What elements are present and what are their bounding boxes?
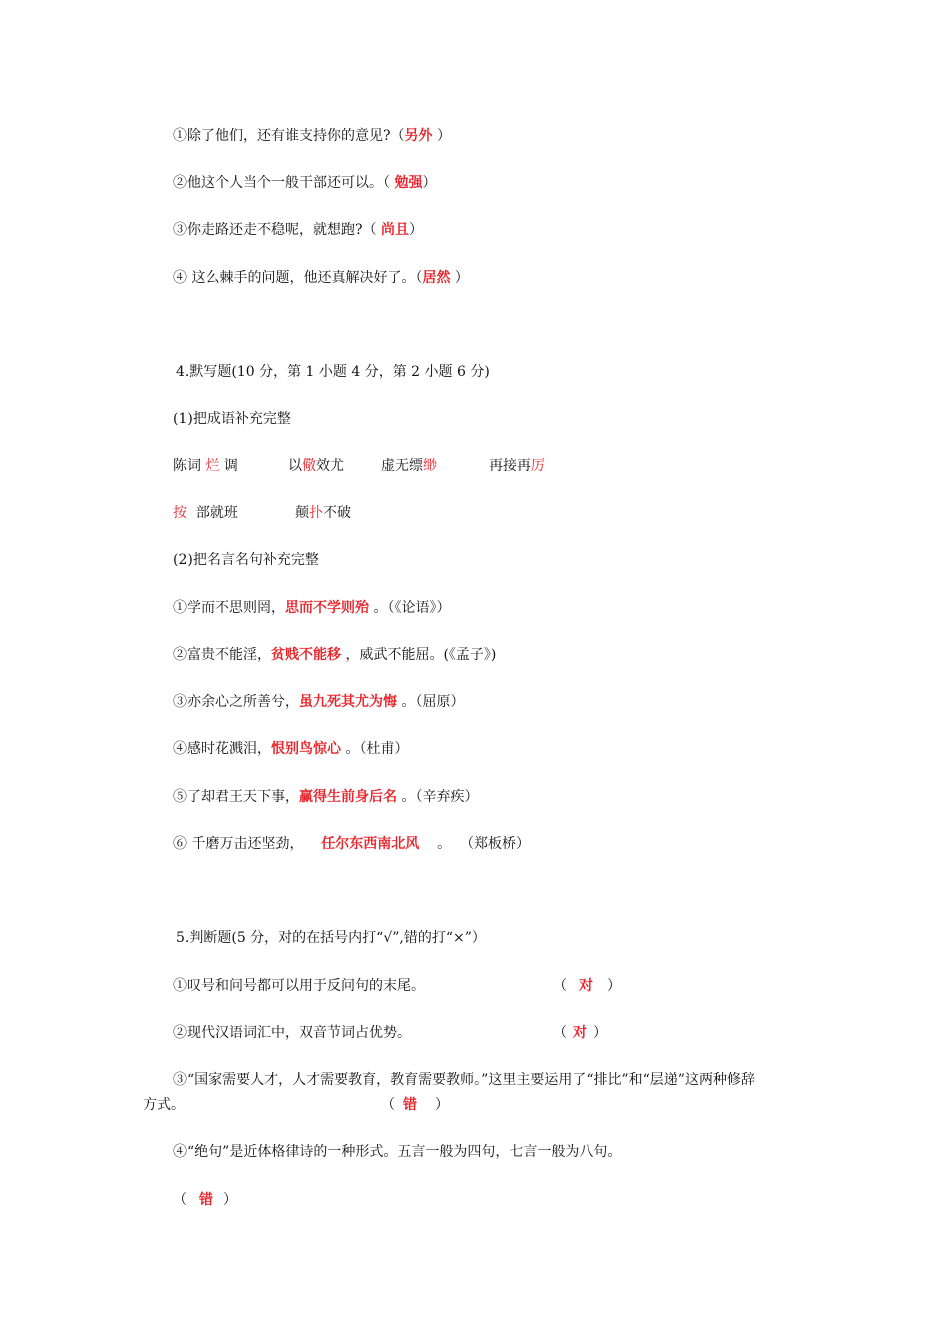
quote-source: 。（《论语》）	[369, 600, 451, 616]
quote-3	[173, 692, 464, 712]
quote-text: ⑤了却君王天下事，	[173, 789, 299, 805]
bracket-close: ）	[435, 1097, 449, 1113]
fill-item-1	[173, 126, 451, 146]
quote-source: 。（杜甫）	[341, 741, 409, 757]
idiom-4	[489, 456, 545, 476]
idiom-2	[288, 456, 344, 476]
idiom-fill: 按	[173, 505, 187, 521]
idiom-fill: 扑	[309, 505, 323, 521]
judge-q3-text-line2: 方式。	[143, 1097, 185, 1113]
quote-2	[173, 645, 496, 665]
idiom-6	[295, 503, 351, 523]
idiom-text: 效尤	[316, 458, 344, 474]
idiom-1	[173, 456, 238, 476]
judge-q2-text: ②现代汉语词汇中，双音节词占优势。	[173, 1025, 411, 1041]
quote-answer: 贫贱不能移	[271, 647, 341, 663]
part-1-title: (1)把成语补充完整	[173, 411, 291, 427]
quote-text: ⑥ 千磨万击还坚劲，	[173, 836, 322, 852]
judge-answer: 对	[573, 1025, 587, 1041]
bracket-close: ）	[607, 978, 621, 994]
idiom-fill: 儆	[302, 458, 316, 474]
idiom-text: 调	[219, 458, 238, 474]
bracket-close: ）	[223, 1192, 237, 1208]
idiom-fill: 厉	[531, 458, 545, 474]
quote-answer: 思而不学则殆	[285, 600, 369, 616]
quote-source: 。（辛弃疾）	[397, 789, 479, 805]
quote-answer: 任尔东西南北风	[321, 836, 420, 852]
quote-text: ④感时花溅泪，	[173, 741, 271, 757]
quote-4	[173, 739, 408, 759]
idiom-text: 再接再	[489, 458, 531, 474]
quote-answer: 赢得生前身后名	[299, 789, 397, 805]
answer: 居然	[422, 270, 451, 286]
idiom-text: 陈词	[173, 458, 206, 474]
section-5-title: 5.判断题(5 分，对的在括号内打“√”,错的打“×”）	[176, 930, 486, 946]
answer: 勉强	[394, 175, 423, 191]
quote-answer: 恨别鸟惊心	[271, 741, 341, 757]
judge-answer: 错	[199, 1192, 213, 1208]
bracket: ）	[408, 222, 423, 238]
judge-q2-bracket	[553, 1023, 607, 1043]
answer: 另外	[404, 128, 433, 144]
judge-q1-text: ①叹号和问号都可以用于反问句的末尾。	[173, 978, 425, 994]
bracket: ）	[422, 175, 437, 191]
judge-q4-text: ④“绝句”是近体格律诗的一种形式。五言一般为四句，七言一般为八句。	[173, 1144, 622, 1160]
quote-source: ，威武不能屈。(《孟子》)	[341, 647, 497, 663]
idiom-5	[173, 503, 238, 523]
quote-source: 。（屈原）	[397, 694, 465, 710]
quote-6	[173, 834, 530, 854]
fill-item-3	[173, 220, 423, 240]
judge-q1-bracket	[553, 976, 621, 996]
idiom-text: 颠	[295, 505, 309, 521]
judge-answer: 对	[579, 978, 593, 994]
judge-q3-text-line1: ③“国家需要人才，人才需要教育，教育需要教师。”这里主要运用了“排比”和“层递”这两种修辞	[173, 1072, 755, 1088]
idiom-text: 部就班	[187, 505, 238, 521]
part-2-title: (2)把名言名句补充完整	[173, 552, 319, 568]
bracket: ）	[450, 270, 469, 286]
judge-q4-bracket	[173, 1190, 237, 1210]
quote-text: ②富贵不能淫，	[173, 647, 271, 663]
idiom-text: 虚无缥	[381, 458, 423, 474]
judge-answer: 错	[403, 1097, 417, 1113]
quote-text: ①学而不思则罔，	[173, 600, 285, 616]
quote-source: 。 （郑板桥）	[419, 836, 530, 852]
bracket-open: （	[173, 1192, 187, 1208]
judge-q3-bracket	[381, 1095, 449, 1115]
idiom-text: 不破	[323, 505, 351, 521]
bracket-close: ）	[593, 1025, 607, 1041]
bracket-open: （	[553, 1025, 567, 1041]
question-text: ③你走路还走不稳呢，就想跑?（	[173, 222, 381, 238]
question-text: ④ 这么棘手的问题，他还真解决好了。（	[173, 270, 423, 286]
bracket: ）	[432, 128, 451, 144]
fill-item-4	[173, 268, 469, 288]
question-text: ②他这个人当个一般干部还可以。（	[173, 175, 395, 191]
quote-text: ③亦余心之所善兮，	[173, 694, 299, 710]
idiom-fill: 烂	[205, 458, 220, 474]
section-4-title: 4.默写题(10 分，第 1 小题 4 分，第 2 小题 6 分)	[176, 364, 490, 380]
idiom-3	[381, 456, 437, 476]
idiom-fill: 缈	[423, 458, 437, 474]
bracket-open: （	[381, 1097, 395, 1113]
answer: 尚且	[380, 222, 409, 238]
fill-item-2	[173, 173, 436, 193]
quote-5	[173, 787, 478, 807]
bracket-open: （	[553, 978, 567, 994]
quote-1	[173, 598, 450, 618]
question-text: ①除了他们，还有谁支持你的意见?（	[173, 128, 405, 144]
quote-answer: 虽九死其尤为悔	[299, 694, 397, 710]
idiom-text: 以	[288, 458, 302, 474]
